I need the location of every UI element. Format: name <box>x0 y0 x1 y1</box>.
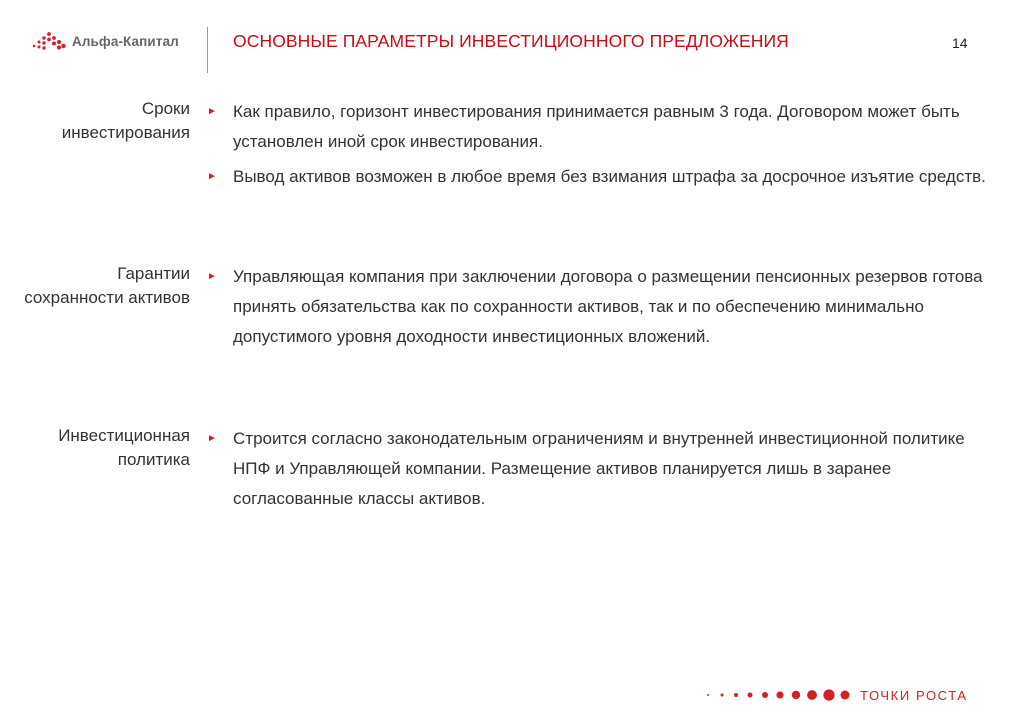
bullet-item <box>207 424 997 514</box>
red-triangle-bullet-icon: ► <box>207 271 217 282</box>
footer-tagline <box>700 685 968 705</box>
growing-dots-icon <box>700 685 850 705</box>
section-label: Сроки инвестирования <box>61 99 190 142</box>
bullet-item <box>207 162 997 192</box>
bullet-text: Управляющая компания при заключении договора о размещении пенсионных резервов готова принять обязательства как по сохранности активов, так и по обеспечению минимально допустимого уровня доходности инвестиционных вложений. <box>233 267 983 346</box>
logo-text: Альфа-Капитал <box>72 33 179 49</box>
bullet-text: Строится согласно законодательным ограничениям и внутренней инвестиционной политике НПФ и Управляющей компании. Размещение активов планируется лишь в заранее согласованные классы активов. <box>233 429 965 508</box>
red-triangle-bullet-icon: ► <box>207 171 217 182</box>
tagline-text: ТОЧКИ РОСТА <box>860 687 968 703</box>
logo <box>32 31 179 51</box>
red-triangle-bullet-icon: ► <box>207 433 217 444</box>
bullet-list <box>207 262 997 357</box>
bullet-text: Вывод активов возможен в любое время без взимания штрафа за досрочное изъятие средств. <box>233 167 986 186</box>
page-number: 14 <box>952 35 968 51</box>
section-label: Инвестиционная политика <box>58 426 190 469</box>
section-label: Гарантии сохранности активов <box>24 264 190 307</box>
red-triangle-bullet-icon: ► <box>207 106 217 117</box>
bullet-text: Как правило, горизонт инвестирования принимается равным 3 года. Договором может быть установлен иной срок инвестирования. <box>233 102 960 151</box>
header-divider <box>207 27 208 73</box>
slide-title: ОСНОВНЫЕ ПАРАМЕТРЫ ИНВЕСТИЦИОННОГО ПРЕДЛОЖЕНИЯ <box>233 31 789 51</box>
bullet-item <box>207 262 997 352</box>
alfa-capital-dots-logo-icon <box>32 31 66 51</box>
bullet-list <box>207 424 997 519</box>
bullet-list <box>207 97 997 197</box>
bullet-item <box>207 97 997 157</box>
